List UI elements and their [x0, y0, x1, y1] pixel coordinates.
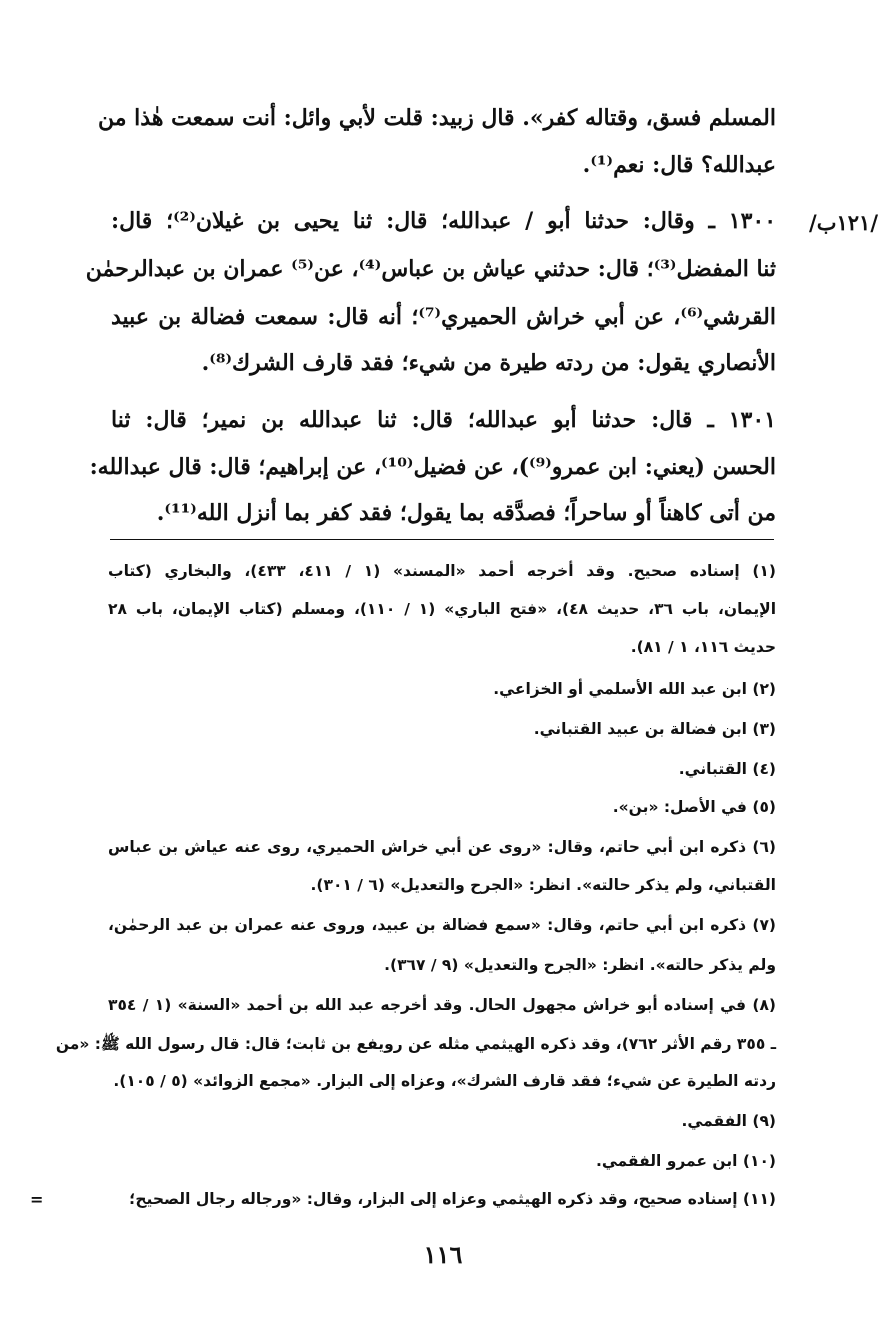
footnote-line: (٤) القتباني. [678, 760, 776, 778]
main-text-line: من أتى كاهناً أو ساحراً؛ فصدَّقه بما يقول؛ فقد كفر بما أنزل الله⁽¹¹⁾. [156, 500, 776, 526]
footnote-line: ردته الطيرة عن شيء؛ فقد قارف الشرك»، وعزاه إلى البزار. «مجمع الزوائد» (٥ / ١٠٥). [113, 1072, 776, 1090]
footnote-line: (١) إسناده صحيح. وقد أخرجه أحمد «المسند» (١ / ٤١١، ٤٣٣)، والبخاري (كتاب [108, 562, 776, 580]
footnote-line: (٩) الفقمي. [681, 1112, 776, 1130]
margin-folio-reference: /١٢١ب/ [809, 210, 878, 235]
page-number: ١١٦ [423, 1240, 463, 1269]
footnote-line: (٣) ابن فضالة بن عبيد القتباني. [533, 720, 776, 738]
footnote-line: (٨) في إسناده أبو خراش مجهول الحال. وقد أخرجه عبد الله بن أحمد «السنة» (١ / ٣٥٤ [108, 996, 776, 1014]
footnote-line: ولم يذكر حالته». انظر: «الجرح والتعديل» (٩ / ٣٦٧). [384, 956, 776, 974]
footnote-line: (٥) في الأصل: «بن». [612, 798, 776, 816]
footnote-line: الإيمان، باب ٣٦، حديث ٤٨)، «فتح الباري» (١ / ١١٠)، ومسلم (كتاب الإيمان، باب ٢٨ [108, 600, 777, 618]
footnote-line: (١١) إسناده صحيح، وقد ذكره الهيثمي وعزاه إلى البزار، وقال: «ورجاله رجال الصحيح؛ [129, 1190, 776, 1208]
footnote-line: حديث ١١٦، ١ / ٨١). [630, 638, 776, 656]
footnote-line: (٦) ذكره ابن أبي حاتم، وقال: «روى عن أبي خراش الحميري، روى عنه عياش بن عباس [108, 838, 776, 856]
footnote-line: ـ ٣٥٥ رقم الأثر ٧٦٢)، وقد ذكره الهيثمي مثله عن رويفع بن ثابت؛ قال: قال رسول الله ﷺ: «من [55, 1035, 776, 1053]
footnote-line: القتباني، ولم يذكر حالته». انظر: «الجرح والتعديل» (٦ / ٣٠١). [310, 876, 776, 894]
footnote-line: (٧) ذكره ابن أبي حاتم، وقال: «سمع فضالة بن عبيد، وروى عنه عمران بن عبد الرحمٰن، [108, 916, 776, 934]
main-text-line: ثنا المفضل⁽³⁾؛ قال: حدثني عياش بن عباس⁽⁴⁾، عن⁽⁵⁾ عمران بن عبدالرحمٰن [85, 256, 776, 282]
hadith-1300-line: ١٣٠٠ ـ وقال: حدثنا أبو / عبدالله؛ قال: ثنا يحيى بن غيلان⁽²⁾؛ قال: [111, 208, 777, 234]
hadith-1301-line: ١٣٠١ ـ قال: حدثنا أبو عبدالله؛ قال: ثنا عبدالله بن نمير؛ قال: ثنا [111, 407, 776, 433]
continuation-mark: = [30, 1190, 44, 1209]
main-text-line: القرشي⁽⁶⁾، عن أبي خراش الحميري⁽⁷⁾؛ أنه قال: سمعت فضالة بن عبيد [111, 304, 776, 330]
footnote-line: (٢) ابن عبد الله الأسلمي أو الخزاعي. [493, 680, 776, 698]
main-text-line: الحسن (يعني: ابن عمرو⁽⁹⁾)، عن فضيل⁽¹⁰⁾، عن إبراهيم؛ قال: قال عبدالله: [89, 454, 776, 480]
main-text-line: الأنصاري يقول: من ردته طيرة من شيء؛ فقد قارف الشرك⁽⁸⁾. [201, 350, 776, 376]
main-text-line: المسلم فسق، وقتاله كفر». قال زبيد: قلت لأبي وائل: أنت سمعت هٰذا من [97, 105, 776, 131]
footnote-line: (١٠) ابن عمرو الفقمي. [595, 1152, 776, 1170]
main-text-line: عبدالله؟ قال: نعم⁽¹⁾. [582, 152, 776, 178]
footnote-separator [110, 539, 774, 540]
